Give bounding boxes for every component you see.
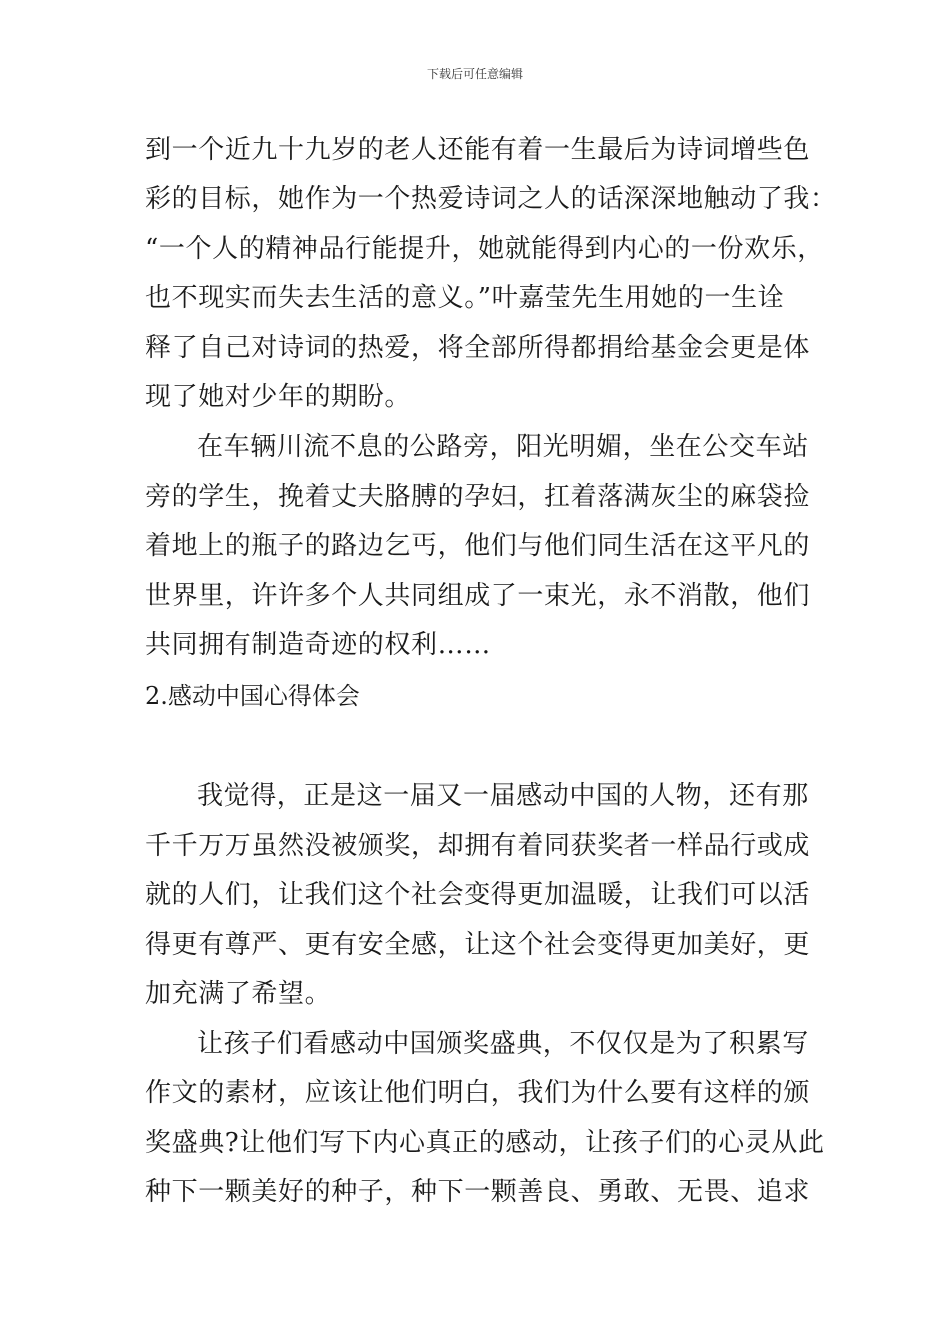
paragraph-line: 作文的素材，应该让他们明白，我们为什么要有这样的颁: [145, 1078, 811, 1108]
paragraph-line: 世界里，许许多个人共同组成了一束光，永不消散，他们: [145, 581, 811, 611]
paragraph-line: 得更有尊严、更有安全感，让这个社会变得更加美好，更: [145, 930, 811, 960]
paragraph-line: 旁的学生，挽着丈夫胳膊的孕妇，扛着落满灰尘的麻袋捡: [145, 482, 811, 512]
paragraph-line: 也不现实而失去生活的意义。”叶嘉莹先生用她的一生诠: [145, 283, 785, 313]
paragraph-line: 就的人们，让我们这个社会变得更加温暖，让我们可以活: [145, 880, 811, 910]
paragraph-line: 让孩子们看感动中国颁奖盛典，不仅仅是为了积累写: [197, 1029, 809, 1059]
paragraph-line: 种下一颗美好的种子，种下一颗善良、勇敢、无畏、追求: [145, 1177, 811, 1207]
paragraph-line: 千千万万虽然没被颁奖，却拥有着同获奖者一样品行或成: [145, 831, 811, 861]
paragraph-line: 奖盛典?让他们写下内心真正的感动，让孩子们的心灵从此: [145, 1128, 825, 1158]
paragraph-line: 在车辆川流不息的公路旁，阳光明媚，坐在公交车站: [197, 432, 809, 462]
paragraph-line: 我觉得，正是这一届又一届感动中国的人物，还有那: [197, 781, 809, 811]
page-header: 下载后可任意编辑: [426, 67, 523, 81]
paragraph-line: 着地上的瓶子的路边乞丐，他们与他们同生活在这平凡的: [145, 531, 811, 561]
paragraph-line: 加充满了希望。: [145, 979, 332, 1009]
paragraph-line: 释了自己对诗词的热爱，将全部所得都捐给基金会更是体: [145, 333, 811, 363]
paragraph-line: “一个人的精神品行能提升，她就能得到内心的一份欢乐，: [145, 234, 824, 264]
section-heading: 2.感动中国心得体会: [145, 682, 360, 710]
paragraph-line: 共同拥有制造奇迹的权利……: [145, 630, 491, 660]
paragraph-line: 现了她对少年的期盼。: [145, 382, 412, 412]
paragraph-line: 彩的目标，她作为一个热爱诗词之人的话深深地触动了我：: [145, 184, 837, 214]
paragraph-line: 到一个近九十九岁的老人还能有着一生最后为诗词增些色: [145, 135, 811, 165]
